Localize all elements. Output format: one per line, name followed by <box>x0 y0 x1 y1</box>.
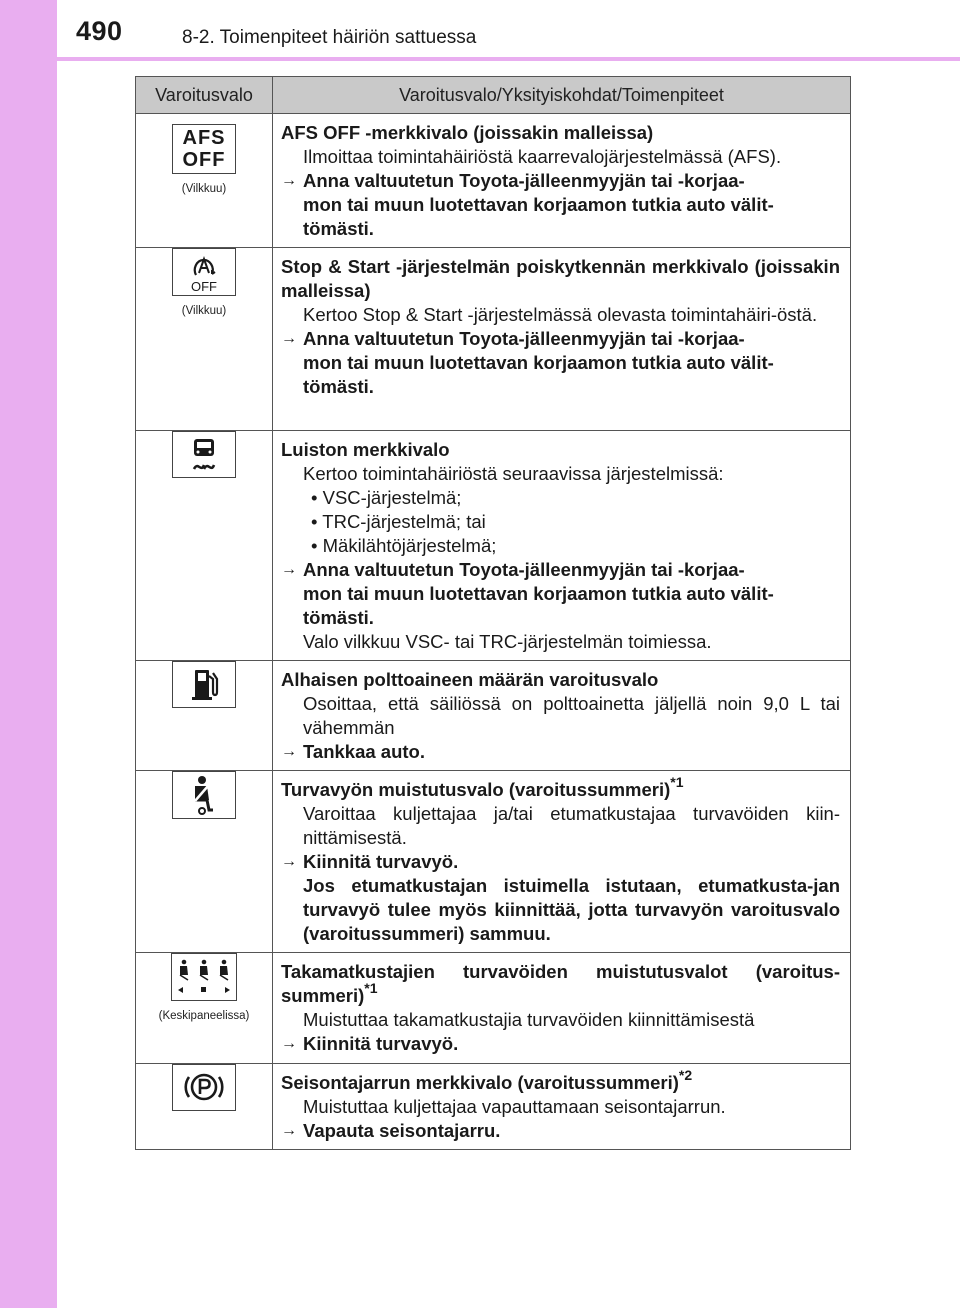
stop-start-off-icon: OFF <box>172 248 236 296</box>
action-line: → Anna valtuutetun Toyota-jälleenmyyjän tai -korjaa- mon tai muun luotettavan korjaamon tutkia auto välit- tömästi. <box>281 328 774 397</box>
list-item: • VSC-järjestelmä; <box>311 487 462 508</box>
section-title: 8-2. Toimenpiteet häiriön sattuessa <box>182 27 477 48</box>
arrow-icon: → <box>281 1122 297 1139</box>
action-line: → Kiinnitä turvavyö. <box>281 851 459 872</box>
table-row <box>136 771 851 953</box>
page-number: 490 <box>76 16 123 46</box>
icon-caption: (Vilkkuu) <box>181 183 227 195</box>
details-cell <box>273 114 851 248</box>
table-header-row <box>136 77 851 114</box>
warning-title: AFS OFF -merkkivalo (joissakin malleissa) <box>281 122 654 143</box>
action-continuation: Jos etumatkustajan istuimella istutaan, etumatkusta-jan turvavyö tulee myös kiinnittää, jotta turvavyön varoitusvalo (varoitussummeri) sammuu. <box>303 875 840 944</box>
warning-description: Ilmoittaa toimintahäiriöstä kaarrevalojärjestelmässä (AFS). <box>303 146 782 167</box>
icon-caption: (Keskipaneelissa) <box>158 1010 250 1022</box>
icon-cell <box>136 248 273 431</box>
details-cell <box>273 248 851 431</box>
warning-title: Luiston merkkivalo <box>281 439 450 460</box>
icon-cell <box>136 771 273 953</box>
arrow-icon: → <box>281 561 297 578</box>
action-line: → Vapauta seisontajarru. <box>281 1120 501 1141</box>
warning-description: Varoittaa kuljettajaa ja/tai etumatkustajaa turvavöiden kiin-nittämisestä. <box>303 803 840 848</box>
icon-caption: (Vilkkuu) <box>181 305 227 317</box>
icon-cell <box>136 114 273 248</box>
warning-description: Muistuttaa kuljettajaa vapauttamaan seisontajarrun. <box>303 1096 726 1117</box>
table-row <box>136 1064 851 1150</box>
col-header-details: Varoitusvalo/Yksityiskohdat/Toimenpiteet <box>273 77 851 114</box>
details-cell <box>273 661 851 771</box>
low-fuel-icon <box>172 661 236 708</box>
details-cell <box>273 953 851 1064</box>
icon-cell <box>136 661 273 771</box>
action-line: → Anna valtuutetun Toyota-jälleenmyyjän tai -korjaa- mon tai muun luotettavan korjaamon tutkia auto välit- tömästi. <box>281 170 774 239</box>
action-line: → Tankkaa auto. <box>281 741 426 762</box>
icon-cell <box>136 953 273 1064</box>
parking-brake-icon <box>172 1064 236 1111</box>
arrow-icon: → <box>281 853 297 870</box>
arrow-icon: → <box>281 1035 297 1052</box>
table-row <box>136 114 851 248</box>
warning-title: Turvavyön muistutusvalo (varoitussummeri)$^{*1}$ <box>281 774 684 800</box>
list-item: • TRC-järjestelmä; tai <box>311 511 486 532</box>
col-header-warning-light: Varoitusvalo <box>136 77 273 114</box>
afs-off-icon: AFS OFF <box>172 124 236 174</box>
details-cell <box>273 1064 851 1150</box>
arrow-icon: → <box>281 330 297 347</box>
table-row <box>136 431 851 661</box>
warning-description: Kertoo toimintahäiriöstä seuraavissa järjestelmissä: <box>303 463 724 484</box>
icon-cell <box>136 431 273 661</box>
warning-description: Muistuttaa takamatkustajia turvavöiden kiinnittämisestä <box>303 1009 755 1030</box>
details-cell <box>273 431 851 661</box>
header-divider <box>57 57 960 61</box>
arrow-icon: → <box>281 172 297 189</box>
engine-a-icon <box>173 251 235 281</box>
icon-cell <box>136 1064 273 1150</box>
action-line: → Kiinnitä turvavyö. <box>281 1033 459 1054</box>
rear-seatbelt-reminder-icon <box>171 953 237 1001</box>
table-row <box>136 248 851 431</box>
warning-title: Seisontajarrun merkkivalo (varoitussummeri)$^{*2}$ <box>281 1067 693 1093</box>
warning-title: Takamatkustajien turvavöiden muistutusvalot (varoitus-summeri)$^{*1}$ <box>281 961 840 1006</box>
slip-indicator-icon <box>172 431 236 478</box>
side-strip <box>0 0 57 1308</box>
details-cell <box>273 771 851 953</box>
warning-description: Kertoo Stop & Start -järjestelmässä olevasta toimintahäiri-östä. <box>303 304 818 325</box>
table-row <box>136 661 851 771</box>
warning-description: Osoittaa, että säiliössä on polttoainetta jäljellä noin 9,0 L tai vähemmän <box>303 693 840 738</box>
warning-light-table <box>135 76 851 1150</box>
action-line: → Anna valtuutetun Toyota-jälleenmyyjän tai -korjaa- mon tai muun luotettavan korjaamon tutkia auto välit- tömästi. <box>281 559 774 628</box>
list-item: • Mäkilähtöjärjestelmä; <box>311 535 497 556</box>
arrow-icon: → <box>281 743 297 760</box>
warning-note: Valo vilkkuu VSC- tai TRC-järjestelmän toimiessa. <box>303 631 712 652</box>
warning-title: Stop & Start -järjestelmän poiskytkennän merkkivalo (joissakin malleissa) <box>281 256 840 301</box>
table-row <box>136 953 851 1064</box>
warning-title: Alhaisen polttoaineen määrän varoitusvalo <box>281 669 659 690</box>
seatbelt-reminder-icon <box>172 771 236 819</box>
